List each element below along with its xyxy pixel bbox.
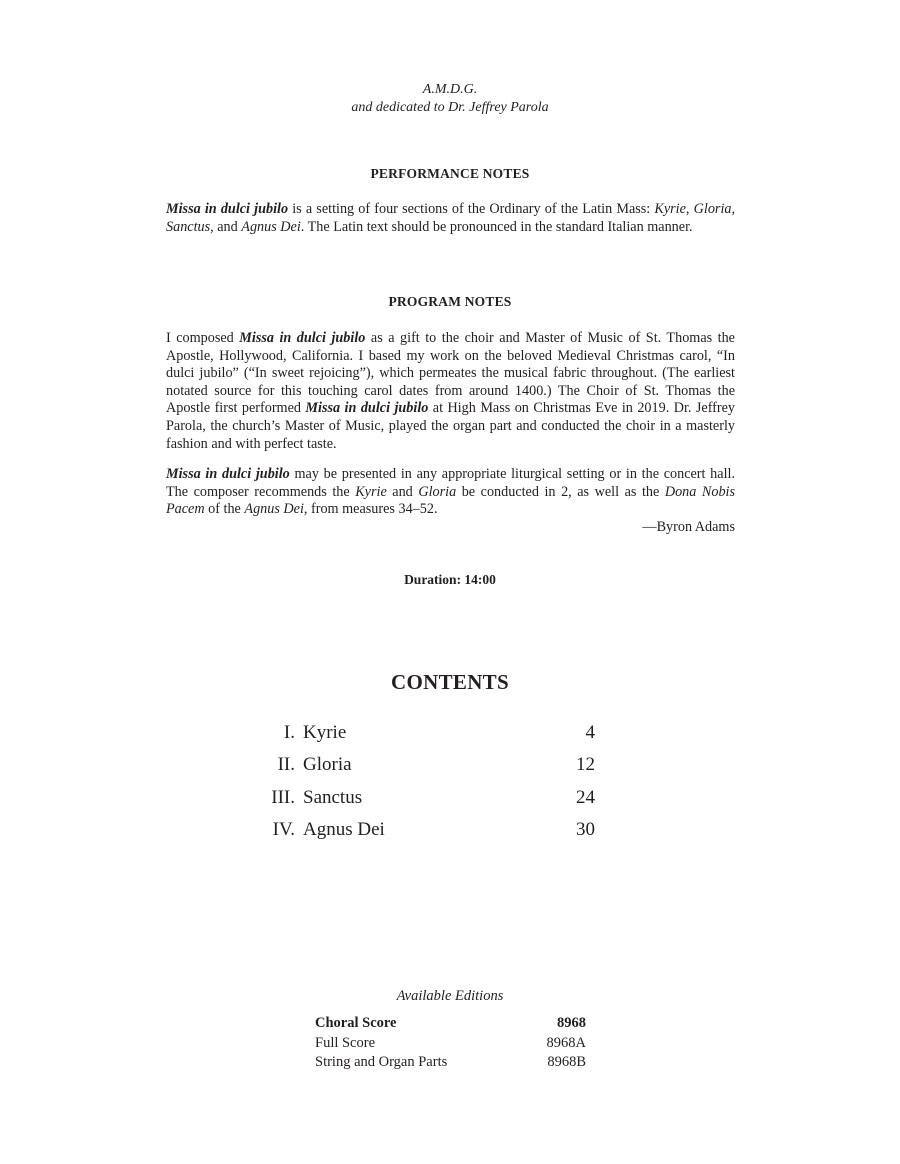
dedication-line-2: and dedicated to Dr. Jeffrey Parola [351, 100, 549, 115]
text-run: I composed [166, 330, 240, 346]
edition-code: 8968B [547, 1054, 586, 1070]
italic-term: Kyrie [355, 483, 387, 500]
toc-movement-title: Kyrie [303, 722, 347, 743]
text-run: be conducted in 2, as well as the [456, 483, 665, 500]
toc-row-agnus-dei [255, 815, 595, 847]
toc-page-number: 12 [576, 754, 595, 776]
toc-movement-title: Gloria [303, 754, 352, 776]
program-notes-heading: PROGRAM NOTES [388, 294, 512, 309]
work-title-emphasis: Missa in dulci jubilo [166, 201, 289, 217]
italic-term: Sanctus [166, 218, 211, 235]
toc-movement-number: I. [283, 722, 295, 743]
toc-movement-number: IV. [272, 818, 295, 840]
toc-movement-number: II. [277, 754, 295, 776]
toc-row-sanctus [255, 783, 595, 815]
toc-page-number: 24 [576, 786, 595, 808]
table-of-contents [255, 718, 595, 847]
edition-row-full-score [315, 1034, 586, 1054]
edition-code: 8968 [557, 1015, 586, 1031]
editions-list [315, 1014, 586, 1073]
text-run: , and [210, 218, 242, 235]
text-run: , [685, 201, 694, 217]
duration: Duration: 14:00 [404, 572, 496, 587]
dedication-line-1: A.M.D.G. [422, 82, 478, 97]
text-run: and [386, 483, 419, 500]
edition-name: Choral Score [315, 1015, 397, 1031]
italic-term: Gloria [418, 483, 457, 500]
text-run: as a gift to the choir and Master of Music of St. Thomas the Apostle, Hollywood, California. I based my work on the beloved Medieval Christmas carol, “In dulci jubilo” (“In sweet rejoicing”), which permeates the musical fabric throughout. (The earliest notated source for this touching carol dates from around 1400.) The Choir of St. Thomas the Apostle first performed [166, 330, 735, 417]
italic-term: Agnus Dei [244, 501, 304, 518]
text-run: , from measures 34–52. [303, 501, 438, 518]
edition-row-choral-score [315, 1014, 586, 1034]
work-title-emphasis: Missa in dulci jubilo [305, 400, 429, 417]
toc-row-gloria [255, 750, 595, 782]
text-run: is a setting of four sections of the Ordinary of the Latin Mass: [288, 201, 655, 217]
toc-page-number: 4 [585, 722, 595, 743]
performance-notes-heading: PERFORMANCE NOTES [370, 166, 530, 181]
dedication [0, 81, 900, 117]
italic-term: Gloria [693, 201, 732, 217]
edition-code: 8968A [546, 1034, 586, 1051]
text-run: , [731, 201, 736, 217]
italic-term: Kyrie [654, 201, 686, 217]
toc-movement-title: Agnus Dei [303, 818, 385, 840]
edition-name: Full Score [315, 1034, 376, 1051]
author-signature: —Byron Adams [642, 519, 735, 535]
program-notes-paragraph-2 [166, 466, 735, 519]
work-title-emphasis: Missa in dulci jubilo [166, 466, 290, 482]
text-run: may be presented in any appropriate liturgical setting or in the concert hall. The composer recommends the [166, 466, 735, 500]
toc-movement-title: Sanctus [303, 786, 363, 808]
program-notes-paragraph-1 [166, 330, 735, 453]
italic-term: Agnus Dei [241, 218, 301, 235]
contents-title: CONTENTS [391, 670, 509, 694]
toc-row-kyrie [255, 718, 595, 750]
italic-term: Dona Nobis Pacem [166, 483, 736, 518]
work-title-emphasis: Missa in dulci jubilo [239, 330, 366, 346]
performance-notes-paragraph [166, 201, 735, 236]
toc-movement-number: III. [271, 786, 295, 808]
text-run: of the [204, 501, 245, 518]
text-run: . The Latin text should be pronounced in the standard Italian manner. [300, 218, 693, 235]
available-editions-title: Available Editions [396, 988, 504, 1004]
edition-row-string-organ-parts [315, 1053, 586, 1073]
text-run: at High Mass on Christmas Eve in 2019. Dr. Jeffrey Parola, the church’s Master of Music, played the organ part and conducted the choir in a masterly fashion and with perfect taste. [166, 400, 736, 452]
toc-page-number: 30 [576, 818, 595, 840]
edition-name: String and Organ Parts [315, 1054, 448, 1070]
